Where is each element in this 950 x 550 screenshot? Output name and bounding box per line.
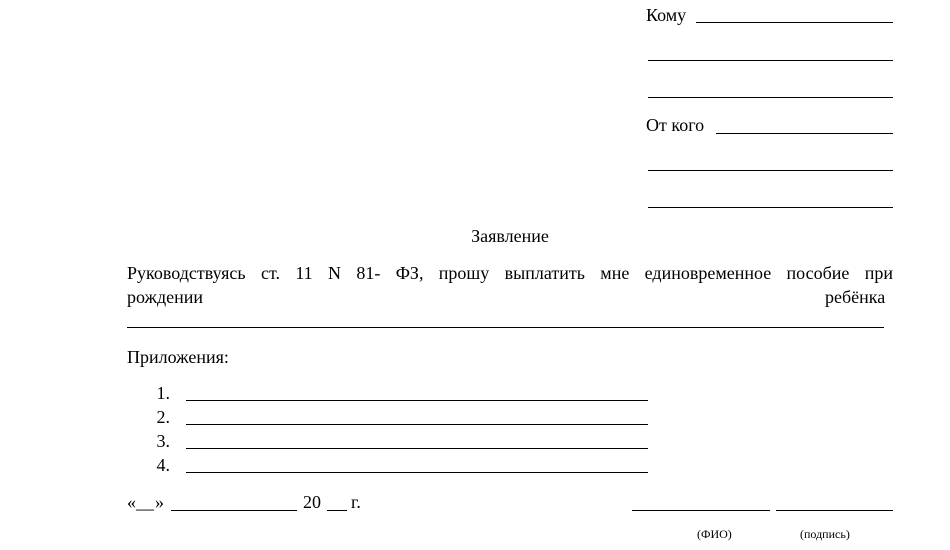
date-day-blank: __ [136,492,154,512]
date-close-quote: » [155,492,164,512]
from-line-2 [648,170,893,171]
fio-caption: (ФИО) [697,527,732,541]
date-open-quote: « [127,492,136,512]
attachment-line [186,448,648,449]
attachment-number: 3. [156,431,170,451]
to-line-2 [648,60,893,61]
attachment-number: 4. [156,455,170,475]
attachment-line [186,424,648,425]
to-line-3 [648,97,893,98]
body-line-2-right: ребёнка [825,287,886,307]
date-year-suffix: г. [351,492,361,512]
attachment-number: 2. [156,407,170,427]
date-month-line [171,510,297,511]
signature-caption: (подпись) [800,527,850,541]
attachment-line [186,472,648,473]
body-line-1: Руководствуясь ст. 11 N 81- ФЗ, прошу выплатить мне единовременное пособие при [127,263,893,283]
body-line-2-left: рождении [127,287,204,307]
document-title: Заявление [471,226,549,246]
attachment-line [186,400,648,401]
attachments-heading: Приложения: [127,347,229,367]
fio-line [632,510,770,511]
attachment-number: 1. [156,383,170,403]
from-line [716,133,893,134]
date-year-prefix: 20 [303,492,321,512]
signature-line [776,510,893,511]
from-label: От кого [646,115,705,135]
to-line [696,22,893,23]
body-fill-line [127,327,884,328]
date-year-line [327,510,347,511]
to-label: Кому [646,5,687,25]
from-line-3 [648,207,893,208]
